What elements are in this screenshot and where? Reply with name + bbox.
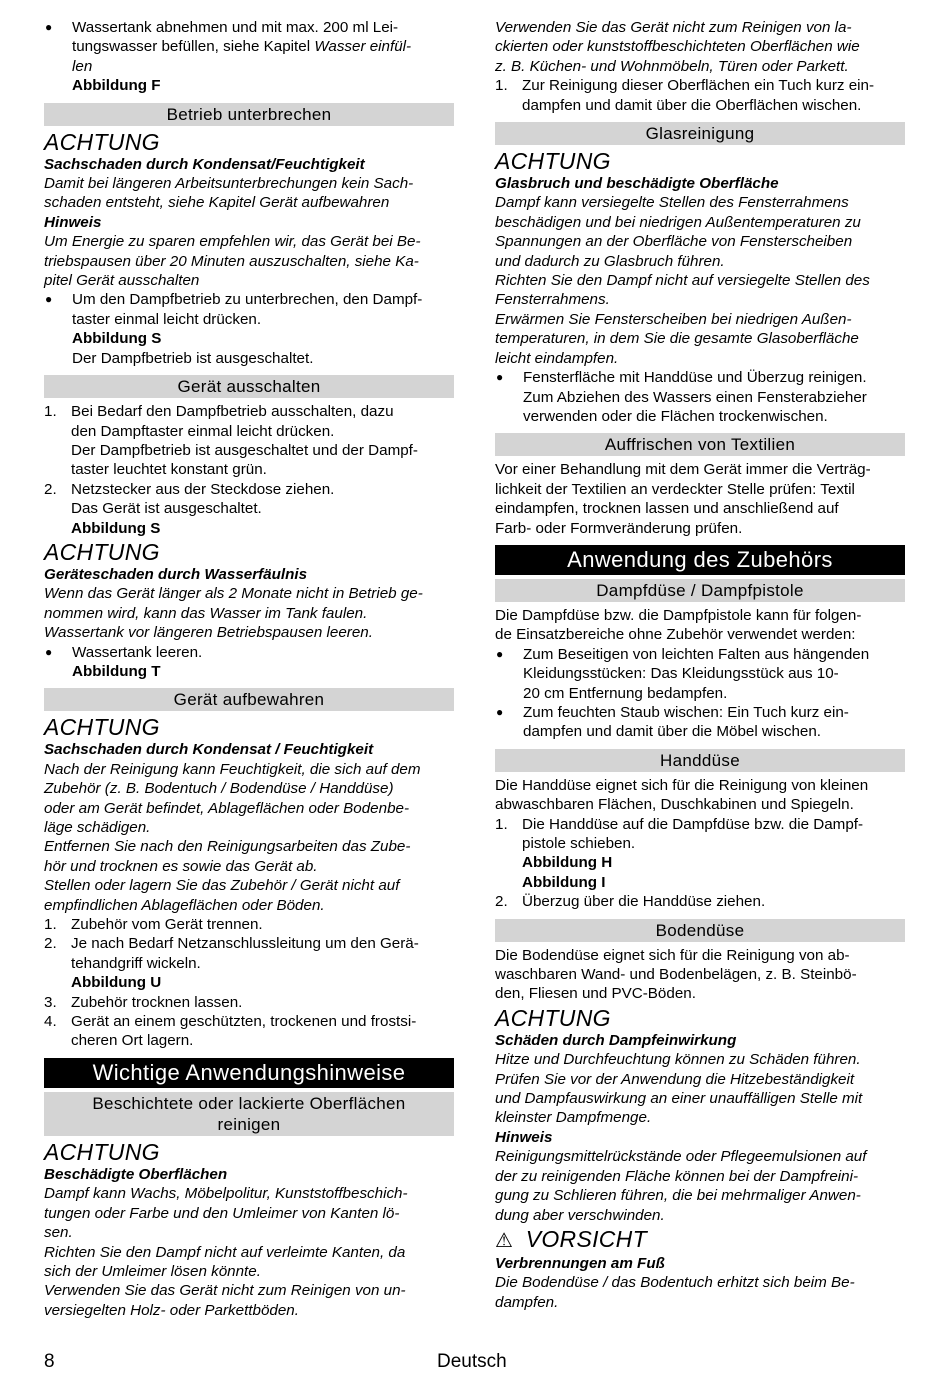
warning-text: Dampf kann versiegelte Stellen des Fensterrahmens: [495, 194, 849, 212]
text-line: dampfen und damit über die Möbel wischen.: [523, 723, 822, 741]
bullet-dot-icon: ●: [496, 370, 504, 385]
body-text: de Einsatzbereiche ohne Zubehör verwendet werden:: [495, 626, 856, 644]
warning-subtitle: Beschädigte Oberflächen: [44, 1165, 228, 1183]
text-line: Die Handdüse auf die Dampfdüse bzw. die Dampf-: [522, 815, 864, 833]
body-text: eindampfen, trocknen lassen und anschließend auf: [495, 500, 839, 518]
achtung-heading: ACHTUNG: [44, 1138, 160, 1165]
section-heading: Betrieb unterbrechen: [44, 103, 454, 126]
section-heading: Gerät ausschalten: [44, 375, 454, 398]
figure-reference: Abbildung F: [72, 77, 161, 95]
warning-subtitle: Sachschaden durch Kondensat / Feuchtigkeit: [44, 741, 374, 759]
list-item: [44, 402, 454, 480]
list-item: [495, 368, 905, 426]
section-heading: Gerät aufbewahren: [44, 688, 454, 711]
list-number: 1.: [44, 916, 57, 934]
warning-text: leicht eindampfen.: [495, 349, 619, 367]
text-line: tehandgriff wickeln.: [71, 954, 201, 972]
figure-reference: Abbildung I: [522, 873, 606, 891]
body-text: Farb- oder Formveränderung prüfen.: [495, 519, 743, 537]
warning-text: dampfen.: [495, 1293, 559, 1311]
hint-text: gung zu Schlieren führen, die bei mehrmaliger Anwen-: [495, 1187, 861, 1205]
section-heading: Auffrischen von Textilien: [495, 433, 905, 456]
list-item: [44, 643, 454, 682]
body-text: Die Handdüse eignet sich für die Reinigung von kleinen: [495, 776, 869, 794]
vorsicht-heading: [495, 1227, 905, 1254]
page-number: 8: [44, 1351, 55, 1372]
warning-text: Stellen oder lagern Sie das Zubehör / Gerät nicht auf: [44, 877, 400, 895]
list-item: [495, 76, 905, 115]
body-text: Die Dampfdüse bzw. die Dampfpistole kann für folgen-: [495, 606, 862, 624]
left-column: [44, 18, 454, 1320]
list-number: 2.: [44, 935, 57, 953]
body-text: lichkeit der Textilien an verdeckter Stelle prüfen: Textil: [495, 480, 855, 498]
bullet-dot-icon: ●: [496, 704, 504, 719]
warning-text: sich der Umleimer lösen könnte.: [44, 1262, 261, 1280]
list-number: 3.: [44, 993, 57, 1011]
warning-text: temperaturen, in dem Sie die gesamte Glasoberfläche: [495, 330, 859, 348]
warning-text: oder am Gerät befindet, Ablageflächen oder Bodenbe-: [44, 799, 410, 817]
warning-text: sen.: [44, 1224, 73, 1242]
text-line: Fensterfläche mit Handdüse und Überzug reinigen.: [523, 369, 867, 387]
figure-reference: Abbildung S: [71, 519, 161, 537]
list-number: 1.: [495, 77, 508, 95]
hint-text: pitel Gerät ausschalten: [44, 272, 200, 290]
hint-text: der zu reinigenden Fläche können bei der Dampfreini-: [495, 1167, 859, 1185]
list-item: [495, 892, 905, 911]
warning-text: Wenn das Gerät länger als 2 Monate nicht in Betrieb ge-: [44, 585, 423, 603]
warning-text: Verwenden Sie das Gerät nicht zum Reinigen von un-: [44, 1282, 406, 1300]
text-line: Wassertank leeren.: [72, 643, 203, 661]
warning-text: empfindlichen Ablageflächen oder Böden.: [44, 896, 325, 914]
text-line: Bei Bedarf den Dampfbetrieb ausschalten, dazu: [71, 403, 394, 421]
chapter-heading: Wichtige Anwendungshinweise: [44, 1058, 454, 1088]
list-number: 4.: [44, 1013, 57, 1031]
warning-text: tungen oder Farbe und den Umleimer von Kanten lö-: [44, 1204, 400, 1222]
text-line: verwenden oder die Flächen trockenwischen.: [523, 407, 828, 425]
section-heading: Handdüse: [495, 749, 905, 772]
hint-text: triebspausen über 20 Minuten auszuschalten, siehe Ka-: [44, 252, 419, 270]
warning-subtitle: Verbrennungen am Fuß: [495, 1254, 665, 1272]
body-text: Die Bodendüse eignet sich für die Reinigung von ab-: [495, 946, 850, 964]
hinweis-label: Hinweis: [495, 1128, 553, 1146]
text-line: tungswasser befüllen, siehe Kapitel: [72, 38, 315, 56]
warning-text: läge schädigen.: [44, 819, 151, 836]
chapter-reference: Wasser einfül-: [314, 38, 412, 56]
text-line: dampfen und damit über die Oberflächen wischen.: [522, 96, 862, 114]
achtung-heading: ACHTUNG: [44, 128, 160, 155]
warning-text: Prüfen Sie vor der Anwendung die Hitzebeständigkeit: [495, 1070, 855, 1088]
section-heading-line: Beschichtete oder lackierte Oberflächen: [92, 1093, 406, 1113]
list-item: [44, 934, 454, 992]
warning-text: beschädigen und bei niedrigen Außentemperaturen zu: [495, 213, 861, 231]
body-text: den, Fliesen und PVC-Böden.: [495, 985, 696, 1003]
hint-text: Um Energie zu sparen empfehlen wir, das Gerät bei Be-: [44, 233, 421, 251]
text-line: Zubehör vom Gerät trennen.: [71, 916, 263, 934]
hint-text: Reinigungsmittelrückstände oder Pflegeemulsionen auf: [495, 1148, 867, 1166]
warning-text: Nach der Reinigung kann Feuchtigkeit, die sich auf dem: [44, 760, 421, 778]
list-item: [44, 480, 454, 538]
figure-reference: Abbildung S: [72, 330, 162, 348]
warning-text: Hitze und Durchfeuchtung können zu Schäden führen.: [495, 1051, 861, 1069]
warning-text: Entfernen Sie nach den Reinigungsarbeiten das Zube-: [44, 838, 411, 856]
warning-text: und dadurch zu Glasbruch führen.: [495, 252, 725, 270]
text-line: Zubehör trocknen lassen.: [71, 993, 243, 1011]
text-line: cheren Ort lagern.: [71, 1032, 194, 1050]
text-line: Kleidungsstücken: Das Kleidungsstück aus 10-: [523, 665, 839, 683]
list-item: [44, 993, 454, 1012]
warning-triangle-icon: ⚠: [495, 1229, 514, 1252]
text-line: taster einmal leicht drücken.: [72, 310, 262, 328]
warning-text: Richten Sie den Dampf nicht auf verleimte Kanten, da: [44, 1243, 406, 1261]
list-item: [495, 703, 905, 742]
warning-text: Verwenden Sie das Gerät nicht zum Reinigen von la-: [495, 19, 852, 36]
body-text: Vor einer Behandlung mit dem Gerät immer die Verträg-: [495, 461, 871, 479]
warning-text: z. B. Küchen- und Wohnmöbeln, Türen oder Parkett.: [495, 57, 849, 75]
bullet-dot-icon: ●: [45, 644, 53, 659]
text-line: Um den Dampfbetrieb zu unterbrechen, den Dampf-: [72, 291, 423, 309]
warning-text: Erwärmen Sie Fensterscheiben bei niedrigen Außen-: [495, 310, 852, 328]
warning-subtitle: Sachschaden durch Kondensat/Feuchtigkeit: [44, 155, 365, 173]
section-heading: [44, 1092, 454, 1136]
hinweis-label: Hinweis: [44, 213, 102, 231]
warning-text: Spannungen an der Oberfläche von Fensterscheiben: [495, 233, 853, 251]
warning-text: ckierten oder kunststoffbeschichteten Oberflächen wie: [495, 38, 860, 56]
list-item: [495, 815, 905, 893]
warning-subtitle: Geräteschaden durch Wasserfäulnis: [44, 565, 308, 583]
right-column: [495, 18, 905, 1312]
list-item: [44, 290, 454, 368]
achtung-heading: ACHTUNG: [44, 714, 160, 741]
section-heading: Glasreinigung: [495, 122, 905, 145]
figure-reference: Abbildung U: [71, 974, 162, 992]
text-line: Das Gerät ist ausgeschaltet.: [71, 500, 262, 518]
hint-text: dung aber verschwinden.: [495, 1206, 665, 1224]
body-text: abwaschbaren Flächen, Duschkabinen und Spiegeln.: [495, 796, 854, 814]
vorsicht-label: VORSICHT: [525, 1225, 647, 1252]
list-number: 2.: [495, 893, 508, 911]
warning-text: schaden entsteht, siehe Kapitel Gerät aufbewahren: [44, 194, 390, 212]
list-item: [44, 18, 454, 96]
text-line: Je nach Bedarf Netzanschlussleitung um den Gerä-: [71, 935, 419, 953]
figure-reference: Abbildung H: [522, 854, 613, 872]
section-heading: Dampfdüse / Dampfpistole: [495, 579, 905, 602]
text-line: Netzstecker aus der Steckdose ziehen.: [71, 480, 335, 498]
achtung-heading: ACHTUNG: [44, 538, 160, 565]
text-line: Zur Reinigung dieser Oberflächen ein Tuch kurz ein-: [522, 77, 875, 95]
warning-text: und Dampfauswirkung an einer unauffälligen Stelle mit: [495, 1090, 863, 1108]
body-text: waschbaren Wand- und Bodenbelägen, z. B. Steinbö-: [495, 966, 857, 984]
warning-text: Zubehör (z. B. Bodentuch / Bodendüse / Handdüse): [44, 780, 394, 798]
list-item: [495, 645, 905, 703]
section-heading-line: reinigen: [217, 1114, 281, 1134]
bullet-dot-icon: ●: [496, 646, 504, 661]
list-number: 1.: [495, 815, 508, 833]
text-line: taster leuchtet konstant grün.: [71, 461, 267, 479]
text-line: Der Dampfbetrieb ist ausgeschaltet.: [72, 349, 314, 367]
list-item: [44, 915, 454, 934]
warning-text: Dampf kann Wachs, Möbelpolitur, Kunststoffbeschich-: [44, 1185, 408, 1203]
bullet-dot-icon: ●: [45, 20, 53, 34]
text-line: Zum Abziehen des Wassers einen Fensterabzieher: [523, 388, 867, 406]
text-line: Der Dampfbetrieb ist ausgeschaltet und der Dampf-: [71, 441, 418, 459]
text-line: Zum feuchten Staub wischen: Ein Tuch kurz ein-: [523, 703, 849, 721]
footer-language: Deutsch: [437, 1351, 507, 1372]
warning-text: kleinster Dampfmenge.: [495, 1109, 652, 1127]
list-item: [44, 1012, 454, 1051]
warning-text: nommen wird, kann das Wasser im Tank faulen.: [44, 604, 368, 622]
text-line: Zum Beseitigen von leichten Falten aus hängenden: [523, 645, 870, 663]
section-heading: Bodendüse: [495, 919, 905, 942]
bullet-dot-icon: ●: [45, 292, 53, 307]
chapter-reference: len: [72, 57, 93, 75]
text-line: pistole schieben.: [522, 835, 636, 852]
list-number: 1.: [44, 403, 57, 421]
figure-reference: Abbildung T: [72, 662, 161, 680]
warning-subtitle: Schäden durch Dampfeinwirkung: [495, 1031, 737, 1049]
text-line: Wassertank abnehmen und mit max. 200 ml Lei-: [72, 19, 399, 36]
text-line: Überzug über die Handdüse ziehen.: [522, 893, 766, 911]
achtung-heading: ACHTUNG: [495, 1004, 611, 1031]
warning-text: versiegelten Holz- oder Parkettböden.: [44, 1301, 299, 1319]
warning-text: hör und trocknen es sowie das Gerät ab.: [44, 857, 318, 875]
text-line: den Dampftaster einmal leicht drücken.: [71, 422, 335, 440]
warning-text: Richten Sie den Dampf nicht auf versiegelte Stellen des: [495, 272, 870, 290]
warning-text: Fensterrahmens.: [495, 291, 610, 309]
chapter-heading: Anwendung des Zubehörs: [495, 545, 905, 575]
text-line: 20 cm Entfernung bedampfen.: [523, 684, 728, 702]
warning-subtitle: Glasbruch und beschädigte Oberfläche: [495, 175, 779, 193]
warning-text: Wassertank vor längeren Betriebspausen leeren.: [44, 624, 373, 642]
achtung-heading: ACHTUNG: [495, 148, 611, 175]
text-line: Gerät an einem geschützten, trockenen und frostsi-: [71, 1013, 417, 1031]
list-number: 2.: [44, 480, 57, 498]
warning-text: Die Bodendüse / das Bodentuch erhitzt sich beim Be-: [495, 1274, 855, 1292]
warning-text: Damit bei längeren Arbeitsunterbrechungen kein Sach-: [44, 175, 414, 193]
